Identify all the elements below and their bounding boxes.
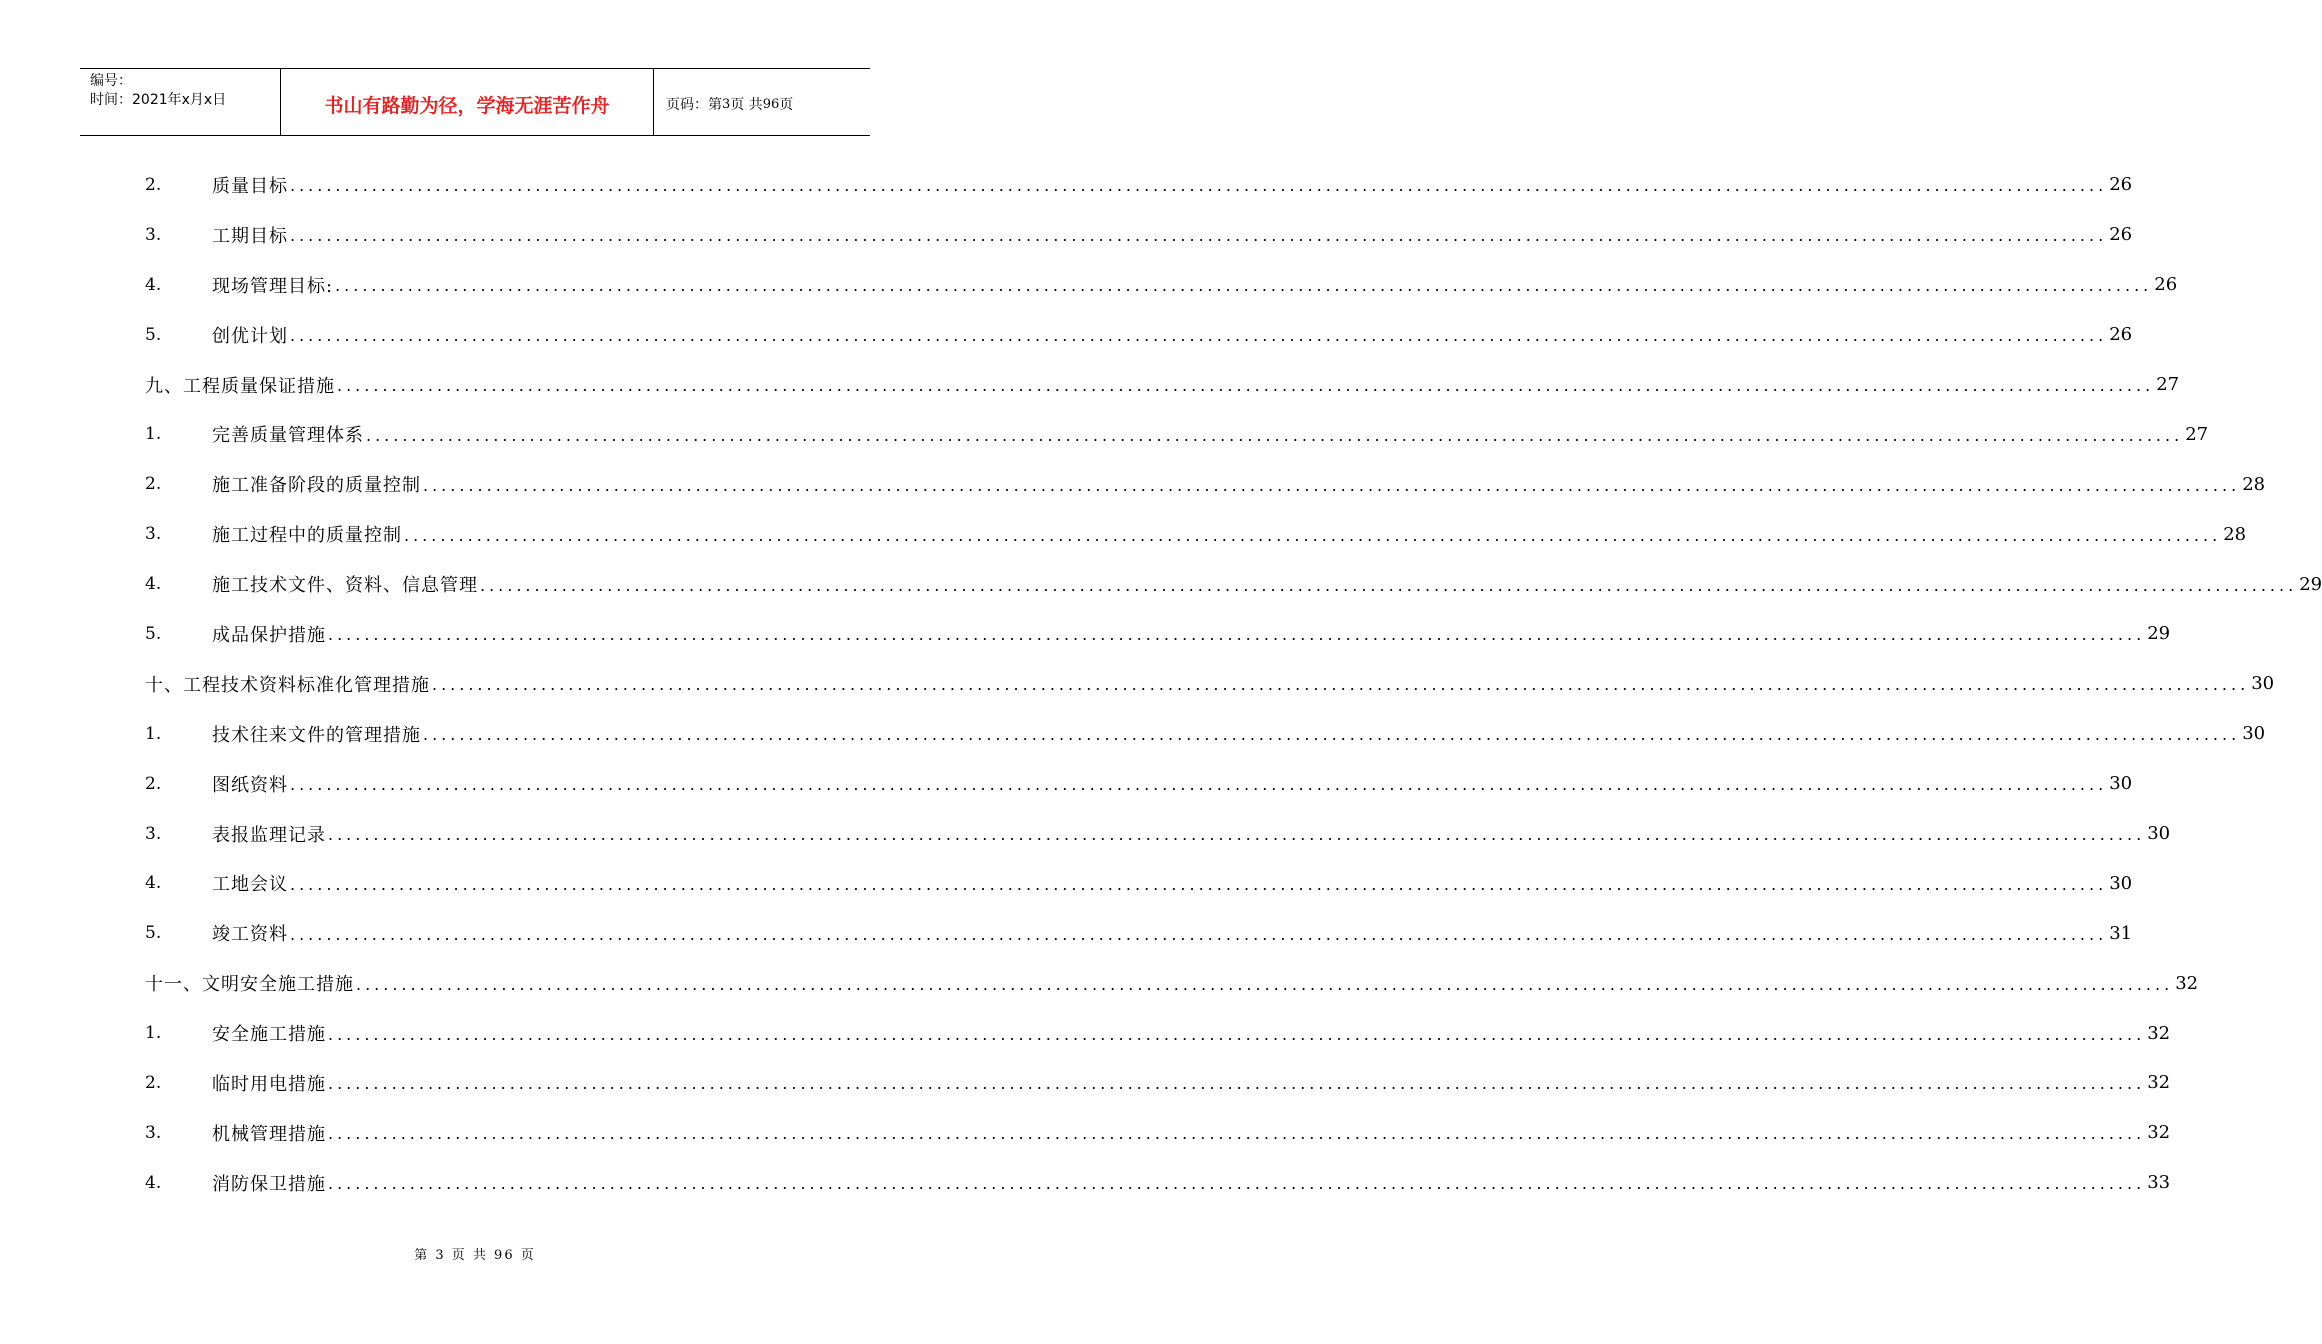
page-header bbox=[80, 68, 870, 136]
toc-entry-page-number: 28 bbox=[2223, 523, 2247, 545]
toc-entry-number: 2. bbox=[145, 1072, 162, 1093]
toc-entry-lead bbox=[145, 571, 478, 597]
page-suffix: 页 bbox=[779, 97, 794, 113]
toc-entry-lead bbox=[145, 1170, 326, 1196]
toc-entry-page-number: 33 bbox=[2147, 1172, 2171, 1194]
toc-entry-number: 3. bbox=[145, 823, 162, 844]
page-mid: 页 共 bbox=[730, 97, 763, 113]
toc-entry-page-number: 32 bbox=[2147, 1022, 2171, 1044]
toc-entry-leader-dots: ........................................................................................................................................................................................................ bbox=[335, 276, 2153, 296]
toc-entry-lead bbox=[145, 1070, 326, 1096]
toc-entry-page-number: 27 bbox=[2185, 423, 2209, 445]
toc-entry[interactable] bbox=[145, 659, 2275, 709]
toc-entry-title: 九、工程质量保证措施 bbox=[145, 375, 335, 397]
toc-entry-title: 表报监理记录 bbox=[212, 824, 326, 846]
toc-entry-number: 2. bbox=[145, 474, 162, 495]
toc-entry-page-number: 31 bbox=[2109, 922, 2133, 944]
toc-entry-number: 2. bbox=[145, 174, 162, 195]
toc-entry[interactable] bbox=[145, 509, 2247, 559]
toc-entry[interactable] bbox=[145, 409, 2209, 459]
toc-entry-leader-dots: ........................................................................................................................................................................................................ bbox=[328, 1174, 2146, 1194]
toc-entry-lead bbox=[145, 222, 288, 248]
page-footer: 第 3 页 共 96 页 bbox=[414, 1248, 536, 1263]
toc-entry-page-number: 27 bbox=[2156, 374, 2180, 395]
toc-entry[interactable] bbox=[145, 210, 2133, 260]
toc-entry[interactable] bbox=[145, 1108, 2171, 1158]
table-of-contents bbox=[145, 160, 2322, 1208]
toc-entry-lead bbox=[145, 421, 364, 447]
toc-entry-title: 竣工资料 bbox=[212, 924, 288, 946]
toc-entry-leader-dots: ........................................................................................................................................................................................................ bbox=[290, 326, 2108, 346]
toc-entry-leader-dots: ........................................................................................................................................................................................................ bbox=[290, 775, 2108, 795]
toc-entry-lead bbox=[145, 870, 288, 896]
toc-entry-lead bbox=[145, 272, 333, 298]
toc-entry-number: 3. bbox=[145, 524, 162, 545]
toc-entry-number: 4. bbox=[145, 274, 162, 295]
toc-entry-title: 工期目标 bbox=[212, 225, 288, 247]
toc-entry-title: 施工过程中的质量控制 bbox=[212, 525, 402, 547]
toc-entry[interactable] bbox=[145, 858, 2133, 908]
toc-entry-title: 现场管理目标: bbox=[212, 275, 334, 297]
toc-entry-title: 施工技术文件、资料、信息管理 bbox=[212, 575, 478, 597]
toc-entry[interactable] bbox=[145, 709, 2266, 759]
toc-entry-number: 4. bbox=[145, 1172, 162, 1193]
toc-entry-title: 图纸资料 bbox=[212, 774, 288, 796]
toc-entry[interactable] bbox=[145, 360, 2180, 410]
toc-entry-lead bbox=[145, 821, 326, 847]
toc-entry[interactable] bbox=[145, 908, 2133, 958]
toc-entry-lead bbox=[145, 721, 421, 747]
toc-entry-leader-dots: ........................................................................................................................................................................................................ bbox=[290, 226, 2108, 246]
toc-entry-number: 2. bbox=[145, 773, 162, 794]
toc-entry-lead bbox=[145, 172, 288, 198]
toc-entry[interactable] bbox=[145, 310, 2133, 360]
header-page-info bbox=[654, 69, 870, 135]
toc-entry-title: 施工准备阶段的质量控制 bbox=[212, 475, 421, 497]
toc-entry-number: 1. bbox=[145, 723, 162, 744]
toc-entry-page-number: 29 bbox=[2147, 623, 2171, 645]
toc-entry-page-number: 26 bbox=[2109, 174, 2133, 196]
toc-entry-lead bbox=[145, 970, 354, 996]
toc-entry-title: 安全施工措施 bbox=[212, 1024, 326, 1046]
toc-entry[interactable] bbox=[145, 958, 2199, 1008]
toc-entry-leader-dots: ........................................................................................................................................................................................................ bbox=[356, 974, 2174, 994]
toc-entry-leader-dots: ........................................................................................................................................................................................................ bbox=[480, 575, 2298, 595]
toc-entry-number: 3. bbox=[145, 224, 162, 245]
toc-entry-page-number: 29 bbox=[2299, 573, 2322, 595]
toc-entry-leader-dots: ........................................................................................................................................................................................................ bbox=[423, 475, 2241, 495]
header-meta bbox=[80, 69, 281, 135]
toc-entry[interactable] bbox=[145, 459, 2266, 509]
page-current: 3 bbox=[722, 96, 731, 112]
toc-entry-title: 完善质量管理体系 bbox=[212, 425, 364, 447]
toc-entry-leader-dots: ........................................................................................................................................................................................................ bbox=[404, 525, 2222, 545]
toc-entry-lead bbox=[145, 521, 402, 547]
toc-entry-number: 1. bbox=[145, 424, 162, 445]
toc-entry-page-number: 32 bbox=[2147, 1122, 2171, 1144]
toc-entry-leader-dots: ........................................................................................................................................................................................................ bbox=[432, 675, 2250, 695]
toc-entry-leader-dots: ........................................................................................................................................................................................................ bbox=[290, 874, 2108, 894]
toc-entry-leader-dots: ........................................................................................................................................................................................................ bbox=[328, 1024, 2146, 1044]
toc-entry[interactable] bbox=[145, 759, 2133, 809]
toc-entry-page-number: 26 bbox=[2109, 224, 2133, 246]
toc-entry-leader-dots: ........................................................................................................................................................................................................ bbox=[337, 376, 2155, 395]
toc-entry-title: 工地会议 bbox=[212, 874, 288, 896]
toc-entry-leader-dots: ........................................................................................................................................................................................................ bbox=[328, 825, 2146, 845]
toc-entry-title: 质量目标 bbox=[212, 175, 288, 197]
toc-entry[interactable] bbox=[145, 1058, 2171, 1108]
toc-entry-title: 技术往来文件的管理措施 bbox=[212, 724, 421, 746]
toc-entry-number: 1. bbox=[145, 1023, 162, 1044]
toc-entry-leader-dots: ........................................................................................................................................................................................................ bbox=[423, 725, 2241, 745]
toc-entry-page-number: 26 bbox=[2154, 274, 2178, 296]
toc-entry-lead bbox=[145, 372, 335, 398]
toc-entry-page-number: 26 bbox=[2109, 324, 2133, 346]
serial-label: 编号： bbox=[90, 73, 132, 89]
page-prefix: 页码：第 bbox=[666, 97, 722, 113]
toc-entry-title: 成品保护措施 bbox=[212, 624, 326, 646]
toc-entry-page-number: 28 bbox=[2242, 473, 2266, 495]
toc-entry-lead bbox=[145, 1120, 326, 1146]
toc-entry-page-number: 30 bbox=[2147, 823, 2171, 845]
header-motto: 书山有路勤为径，学海无涯苦作舟 bbox=[281, 69, 654, 135]
toc-entry[interactable] bbox=[145, 260, 2178, 310]
toc-entry-page-number: 30 bbox=[2251, 673, 2275, 695]
toc-entry-leader-dots: ........................................................................................................................................................................................................ bbox=[366, 425, 2184, 445]
toc-entry[interactable] bbox=[145, 1008, 2171, 1058]
toc-entry-leader-dots: ........................................................................................................................................................................................................ bbox=[328, 1074, 2146, 1094]
toc-entry-lead bbox=[145, 322, 288, 348]
toc-entry-title: 十一、文明安全施工措施 bbox=[145, 974, 354, 996]
toc-entry[interactable] bbox=[145, 160, 2133, 210]
toc-entry-number: 3. bbox=[145, 1122, 162, 1143]
toc-entry-title: 创优计划 bbox=[212, 325, 288, 347]
toc-entry-page-number: 30 bbox=[2109, 872, 2133, 894]
toc-entry-title: 机械管理措施 bbox=[212, 1123, 326, 1145]
toc-entry-title: 临时用电措施 bbox=[212, 1073, 326, 1095]
toc-entry[interactable] bbox=[145, 609, 2171, 659]
toc-entry-lead bbox=[145, 621, 326, 647]
toc-entry-lead bbox=[145, 1020, 326, 1046]
toc-entry-page-number: 30 bbox=[2242, 723, 2266, 745]
toc-entry-leader-dots: ........................................................................................................................................................................................................ bbox=[328, 1124, 2146, 1144]
toc-entry-number: 4. bbox=[145, 574, 162, 595]
toc-entry-page-number: 32 bbox=[2175, 972, 2199, 994]
toc-entry-title: 十、工程技术资料标准化管理措施 bbox=[145, 674, 430, 696]
toc-entry-number: 4. bbox=[145, 873, 162, 894]
toc-entry-leader-dots: ........................................................................................................................................................................................................ bbox=[290, 176, 2108, 196]
toc-entry-lead bbox=[145, 771, 288, 797]
toc-entry-page-number: 32 bbox=[2147, 1072, 2171, 1094]
time-label: 时间：2021年x月x日 bbox=[90, 92, 227, 108]
toc-entry-lead bbox=[145, 920, 288, 946]
toc-entry[interactable] bbox=[145, 559, 2322, 609]
toc-entry-number: 5. bbox=[145, 923, 162, 944]
toc-entry-title: 消防保卫措施 bbox=[212, 1173, 326, 1195]
toc-entry-page-number: 30 bbox=[2109, 773, 2133, 795]
toc-entry[interactable] bbox=[145, 809, 2171, 859]
page-total: 96 bbox=[762, 96, 780, 112]
toc-entry-number: 5. bbox=[145, 623, 162, 644]
toc-entry-lead bbox=[145, 471, 421, 497]
toc-entry-lead bbox=[145, 671, 430, 697]
toc-entry[interactable] bbox=[145, 1158, 2171, 1208]
toc-entry-leader-dots: ........................................................................................................................................................................................................ bbox=[290, 924, 2108, 944]
toc-entry-number: 5. bbox=[145, 324, 162, 345]
toc-entry-leader-dots: ........................................................................................................................................................................................................ bbox=[328, 625, 2146, 645]
